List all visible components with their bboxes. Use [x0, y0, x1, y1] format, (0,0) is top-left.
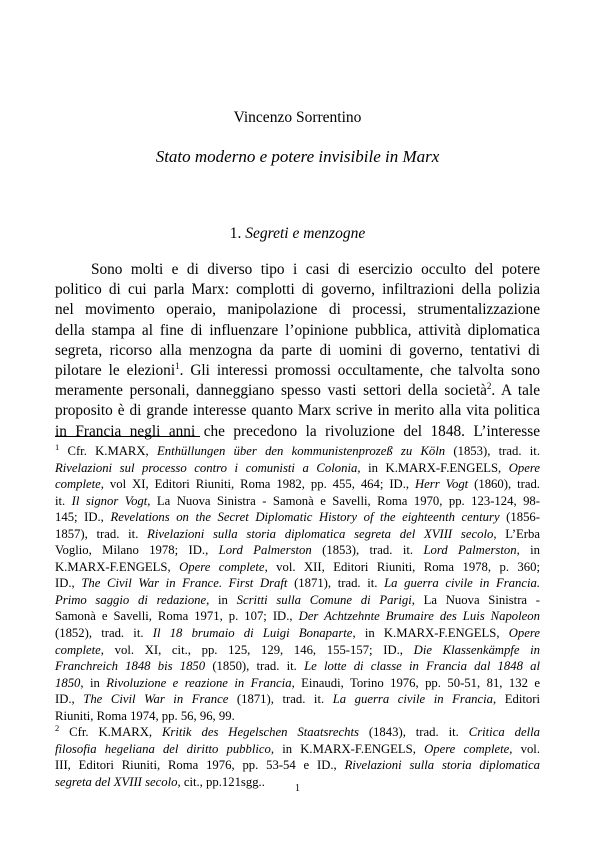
footnote-text-run: Cfr. K.MARX,: [59, 444, 157, 458]
section-heading: [0, 225, 595, 243]
footnote-text-run: , in K.MARX-F.ENGELS,: [357, 460, 509, 475]
footnote-text-run: The Civil War in France. First Draft: [81, 576, 288, 591]
footnote-text-run: , in K.MARX-F.ENGELS,: [270, 741, 425, 756]
footnote-line: [55, 460, 540, 477]
footnote-text-run: , cit., pp.121sgg..: [177, 774, 265, 789]
footnote-text-run: , in: [80, 675, 107, 690]
footnote-text-run: The Civil War in France: [83, 692, 229, 707]
footnote-text-run: Cfr. K.MARX,: [59, 725, 162, 740]
footnote-text-run: La guerra civile in Francia: [332, 692, 494, 707]
footnote-text-run: Revelations on the Secret Diplomatic History of the eighteenth century: [110, 510, 500, 525]
footnote-text-run: Lord Palmerston: [423, 543, 517, 558]
footnote-number: 1: [55, 442, 60, 452]
footnote-line: [55, 757, 540, 774]
footnote-text-run: complete: [55, 477, 101, 492]
body-text-run: nel movimento operaio, manipolazione di processi, strumentalizzazione: [55, 301, 540, 319]
footnote-text-run: ID.,: [55, 692, 84, 707]
paper-title: Stato moderno e potere invisibile in Marx: [155, 147, 440, 166]
footnote-line: [55, 625, 540, 642]
footnote-text-run: , vol. XI, cit., pp. 125, 129, 146, 155-157; ID.,: [100, 642, 414, 657]
body-text-run: Sono molti e di diverso tipo i casi di esercizio occulto del potere: [91, 261, 540, 278]
footnote-text-run: Herr Vogt: [415, 477, 469, 492]
footnote-text-run: it.: [55, 493, 72, 508]
body-text-run: meramente personali, danneggiano spesso vasti settori della società: [55, 382, 487, 400]
footnote-line: [55, 675, 540, 692]
footnote-text-run: , vol XI, Editori Riuniti, Roma 1982, pp. 455, 464; ID.,: [100, 477, 416, 492]
footnote-text-run: Scritti sulla Comune di Parigi: [236, 592, 412, 607]
body-text: [55, 260, 540, 442]
footnote-text-run: Opere: [508, 460, 540, 475]
footnote-text-run: Kritik des Hegelschen Staatsrechts: [161, 725, 359, 740]
body-line: [55, 361, 540, 381]
footnote-line: [55, 526, 540, 543]
footnote-text-run: , in K.MARX-F.ENGELS,: [352, 626, 509, 641]
footnote-text-run: ID.,: [55, 576, 82, 591]
footnote-text-run: (1850), trad. it.: [205, 659, 305, 674]
footnotes: [55, 443, 540, 790]
footnote-text-run: Lord Palmerston: [218, 543, 312, 558]
footnote-text-run: Rivelazioni sulla storia diplomatica segreta del XVIII secolo: [147, 526, 494, 541]
footnote-text-run: (1853), trad. it.: [311, 543, 424, 558]
footnote-text-run: (1871), trad. it.: [287, 576, 385, 591]
footnote-ref: 1: [175, 361, 180, 372]
footnote-line: [55, 691, 540, 708]
footnote-text-run: Il signor Vogt: [71, 493, 148, 508]
footnote-text-run: , Editori: [493, 692, 540, 707]
footnote-text-run: Der Achtzehnte Brumaire des Luis Napoleon: [298, 609, 540, 624]
footnote-text-run: La guerra civile in Francia.: [384, 576, 540, 591]
footnote-text-run: , in: [516, 543, 540, 558]
footnote-text-run: (1852), trad. it.: [55, 626, 153, 641]
footnote-text-run: (1843), trad. it.: [358, 725, 469, 740]
section-title: Segreti e menzogne: [245, 225, 366, 242]
footnote-text-run: (1856-: [499, 510, 540, 525]
body-text-run: segreta, ricorso alla menzogna da parte di uomini di governo, tentativi di: [55, 341, 540, 359]
footnote-text-run: III, Editori Riuniti, Roma 1976, pp. 53-54 e ID.,: [55, 758, 345, 773]
footnote-text-run: Samonà e Savelli, Roma 1971, p. 107; ID.,: [55, 609, 299, 624]
footnote-line: [55, 608, 540, 625]
footnote-text-run: Rivelazioni sulla storia diplomatica: [344, 758, 541, 773]
body-line: [55, 280, 540, 300]
footnote-text-run: Critica della: [468, 725, 540, 740]
body-text-run: politico di cui parla Marx: complotti di governo, infiltrazioni della polizia: [55, 281, 540, 299]
body-text-run: proposito è di grande interesse quanto Marx scrive in merito alla vita politica: [55, 402, 540, 420]
footnote-text-run: Le lotte di classe in Francia dal 1848 al: [304, 659, 540, 674]
footnote-text-run: (1871), trad. it.: [228, 692, 333, 707]
footnote-text-run: , in: [206, 592, 237, 607]
footnote-line: [55, 642, 540, 659]
footnote-text-run: segreta del XVIII secolo: [55, 774, 178, 789]
footnote-divider: [55, 436, 200, 437]
footnote-text-run: , L’Erba: [493, 526, 540, 541]
footnote-text-run: , La Nuova Sinistra - Samonà e Savelli, Roma 1970, pp. 123-124, 98-: [147, 493, 540, 508]
footnote-text-run: Il 18 brumaio di Luigi Bonaparte: [152, 626, 353, 641]
footnote-ref: 2: [486, 381, 492, 392]
footnote-text-run: 1850: [55, 675, 81, 690]
footnote-text-run: Enthüllungen über den kommunistenprozeß zu Köln: [156, 444, 446, 458]
footnote-line: [55, 724, 540, 741]
footnote-line: [55, 658, 540, 675]
footnote-line: [55, 708, 540, 725]
body-line: [55, 401, 540, 421]
author-name: Vincenzo Sorrentino: [233, 109, 362, 126]
body-line: [55, 381, 540, 401]
footnote-number: 2: [55, 723, 60, 734]
footnote-text-run: Rivelazioni sul processo contro i comunisti a Colonia: [55, 460, 358, 475]
footnote-line: [55, 592, 540, 609]
footnote-text-run: (1860), trad.: [468, 477, 540, 492]
page-number: 1: [295, 783, 300, 794]
body-line: [55, 422, 540, 442]
body-text-run: della stampa al fine di influenzare l’opinione pubblica, attività diplomatica: [55, 321, 540, 339]
footnote-text-run: Riuniti, Roma 1974, pp. 56, 96, 99.: [55, 708, 235, 723]
footnote-line: [55, 542, 540, 559]
footnote-text-run: Voglio, Milano 1978; ID.,: [55, 543, 219, 558]
footnote-text-run: , La Nuova Sinistra -: [411, 592, 540, 607]
footnote-text-run: 1857), trad. it.: [55, 526, 148, 541]
footnote-text-run: Opere: [508, 626, 540, 641]
footnote-text-run: , Einaudi, Torino 1976, pp. 50-51, 81, 132 e: [291, 675, 541, 690]
footnote-text-run: , vol.: [509, 741, 540, 756]
footnote-text-run: filosofia hegeliana del diritto pubblico: [55, 741, 271, 756]
body-text-run: . A tale: [491, 382, 540, 400]
body-line: [55, 341, 540, 361]
footnote-line: [55, 741, 540, 758]
footnote-text-run: (1853), trad. it.: [445, 444, 540, 458]
footnote-line: [55, 575, 540, 592]
footnote-line: [55, 509, 540, 526]
footnote-line: [55, 559, 540, 576]
footnote-text-run: Franchreich 1848 bis 1850: [55, 659, 206, 674]
section-number: 1.: [229, 225, 242, 242]
footnote-text-run: Opere complete: [424, 741, 510, 756]
footnote-text-run: Die Klassenkämpfe in: [413, 642, 541, 657]
body-text-run: in Francia negli anni che precedono la rivoluzione del 1848. L’interesse: [55, 422, 540, 440]
footnote-text-run: , vol. XII, Editori Riuniti, Roma 1978, p. 360;: [264, 559, 540, 574]
body-line: [55, 300, 540, 320]
footnote-line: [55, 476, 540, 493]
footnote-text-run: K.MARX-F.ENGELS,: [55, 559, 180, 574]
body-text-run: pilotare le elezioni: [55, 362, 176, 380]
footnote-text-run: Primo saggio di redazione: [55, 592, 207, 607]
body-line: [55, 260, 540, 280]
footnote-text-run: Rivoluzione e reazione in Francia: [106, 675, 292, 690]
footnote-text-run: complete: [55, 642, 101, 657]
footnote-text-run: 145; ID.,: [55, 510, 111, 525]
body-line: [55, 321, 540, 341]
footnote-text-run: Opere complete: [179, 559, 265, 574]
footnote-line: [55, 443, 540, 460]
footnote-line: [55, 493, 540, 510]
body-text-run: . Gli interessi promossi occultamente, che talvolta sono: [179, 362, 541, 380]
